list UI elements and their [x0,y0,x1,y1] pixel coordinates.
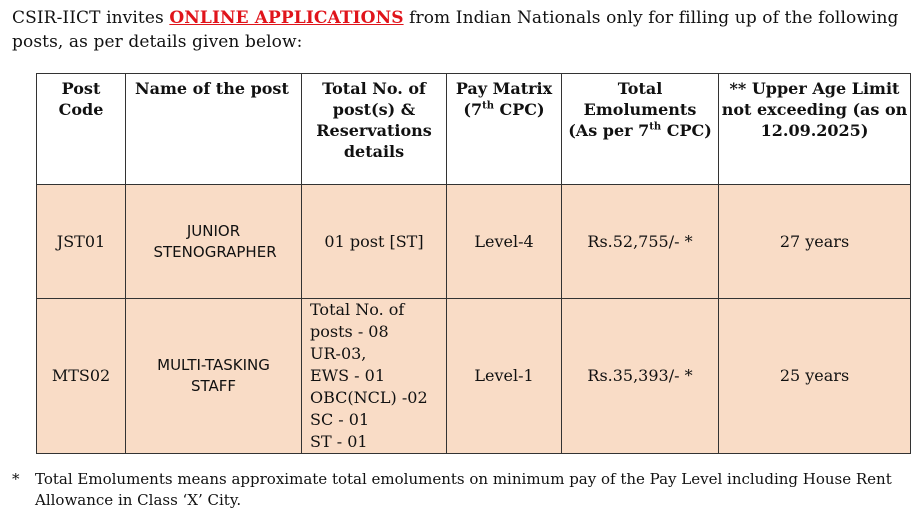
emoluments-cell: Rs.52,755/- * [562,185,719,299]
age-limit-cell: 27 years [719,185,911,299]
table-row [37,185,911,299]
post-code-cell: JST01 [37,185,126,299]
table-row [37,299,911,454]
post-name-cell: MULTI-TASKING STAFF [126,299,302,454]
pay-level-cell: Level-4 [447,185,562,299]
header-post-code: Post Code [37,74,126,185]
intro-highlight: ONLINE APPLICATIONS [169,8,404,28]
header-total-posts: Total No. of post(s) & Reservations details [302,74,447,185]
pay-level-cell: Level-1 [447,299,562,454]
total-posts-cell: 01 post [ST] [302,185,447,299]
age-limit-cell: 25 years [719,299,911,454]
total-posts-cell: Total No. of posts - 08 UR-03, EWS - 01 OBC(NCL) -02 SC - 01 ST - 01 [302,299,447,454]
intro-suffix: from Indian Nationals only for filling up of the following posts, as per details given below: [12,8,899,52]
header-row [37,74,911,185]
header-emoluments: Total Emoluments (As per 7th CPC) [562,74,719,185]
intro-prefix: CSIR-IICT invites [12,8,170,28]
footnote-asterisk: * [12,470,20,488]
post-code-cell: MTS02 [37,299,126,454]
post-name-cell: JUNIOR STENOGRAPHER [126,185,302,299]
emoluments-label: Total Emoluments [583,79,697,119]
footnote-text: Total Emoluments means approximate total emoluments on minimum pay of the Pay Level including House Rent Allowance in Class ‘X’ City. [35,470,892,509]
intro-paragraph [12,6,912,54]
posts-table [36,73,911,454]
emoluments-cell: Rs.35,393/- * [562,299,719,454]
header-name: Name of the post [126,74,302,185]
header-pay-matrix: Pay Matrix (7th CPC) [447,74,562,185]
pay-matrix-label: Pay Matrix [455,79,553,98]
header-age-limit: ** Upper Age Limit not exceeding (as on 12.09.2025) [719,74,911,185]
